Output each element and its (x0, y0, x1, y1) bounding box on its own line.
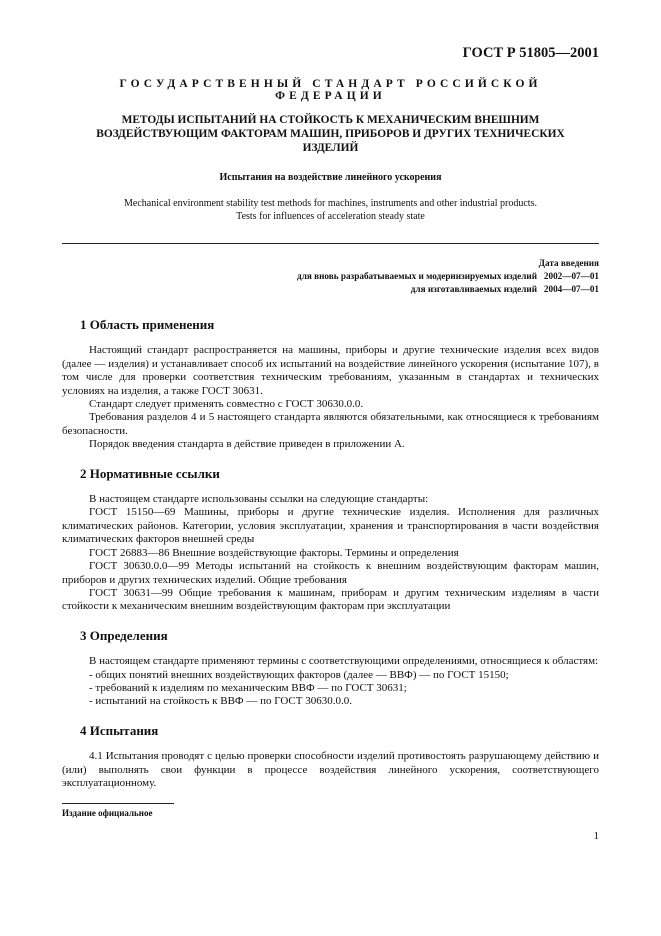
date-row-manufactured-products (297, 283, 599, 296)
date-row-value: 2004—07—01 (543, 284, 599, 294)
section-heading: 2 Нормативные ссылки (80, 465, 220, 481)
state-standard-line: ГОСУДАРСТВЕННЫЙ СТАНДАРТ РОССИЙСКОЙ ФЕДЕРАЦИИ (119, 78, 542, 102)
list-item: - требований к изделиям по механическим ВВФ — по ГОСТ 30631; (89, 681, 407, 694)
reference-item: ГОСТ 26883—86 Внешние воздействующие факторы. Термины и определения (89, 546, 459, 559)
date-row-value: 2002—07—01 (543, 271, 599, 281)
footer-divider (62, 803, 174, 804)
title-divider (62, 243, 599, 244)
section-heading: 1 Область применения (80, 317, 215, 332)
document-title: МЕТОДЫ ИСПЫТАНИЙ НА СТОЙКОСТЬ К МЕХАНИЧЕСКИМ ВНЕШНИМ ВОЗДЕЙСТВУЮЩИМ ФАКТОРАМ МАШИН, ПРИБОРОВ И ДРУГИХ ТЕХНИЧЕСКИХ ИЗДЕЛИЙ (96, 114, 565, 154)
reference-item: ГОСТ 30631—99 Общие требования к машинам, приборам и другим техническим изделиям в части стойкости к механическим внешним воздействующим факторам при эксплуатации (62, 586, 599, 613)
paragraph: Порядок введения стандарта в действие приведен в приложении А. (89, 438, 405, 451)
edition-label: Издание официальное (62, 808, 153, 818)
date-row-label: для изготавливаемых изделий (410, 284, 537, 294)
section-heading: 4 Испытания (80, 722, 159, 738)
english-title-line-1: Mechanical environment stability test methods for machines, instruments and other industrial products. (124, 198, 537, 209)
page-number: 1 (593, 830, 599, 842)
english-title (70, 197, 591, 223)
date-row-new-products (297, 270, 599, 283)
document-body (62, 318, 599, 805)
document-subtitle: Испытания на воздействие линейного ускорения (219, 172, 442, 183)
section-scope (62, 318, 599, 452)
list-item: - общих понятий внешних воздействующих факторов (далее — ВВФ) — по ГОСТ 15150; (89, 668, 509, 681)
reference-item: ГОСТ 30630.0.0—99 Методы испытаний на стойкость к внешним воздействующим факторам машин, приборов и других технических изделий. Общие требования (62, 560, 599, 586)
introduction-dates (297, 257, 599, 296)
dates-heading: Дата введения (538, 258, 599, 268)
english-title-line-2: Tests for influences of acceleration steady state (236, 211, 425, 222)
section-definitions (62, 629, 599, 709)
paragraph: В настоящем стандарте применяют термины с соответствующими определениями, относящиеся к областям: (89, 655, 599, 668)
standard-code: ГОСТ Р 51805—2001 (462, 45, 599, 61)
paragraph: Стандарт следует применять совместно с ГОСТ 30630.0.0. (89, 398, 364, 411)
paragraph: 4.1 Испытания проводят с целью проверки способности изделий противостоять разрушающему действию и (или) выполнять свои функции в процессе воздействия линейного ускорения, соответствующего эксплуатационному. (62, 750, 599, 789)
section-normative-references (62, 467, 599, 614)
paragraph: В настоящем стандарте использованы ссылки на следующие стандарты: (89, 493, 429, 506)
date-row-label: для вновь разрабатываемых и модернизируемых изделий (297, 271, 537, 281)
paragraph: Требования разделов 4 и 5 настоящего стандарта являются обязательными, как относящиеся к требованиям безопасности. (62, 411, 599, 437)
reference-item: ГОСТ 15150—69 Машины, приборы и другие технические изделия. Исполнения для различных климатических районов. Категории, условия эксплуатации, хранения и транспортирования в части воздействия климатических факторов внешней среды (62, 506, 599, 546)
list-item: - испытаний на стойкость к ВВФ — по ГОСТ 30630.0.0. (89, 695, 352, 708)
section-heading: 3 Определения (80, 627, 168, 643)
paragraph: Настоящий стандарт распространяется на машины, приборы и другие технические изделия всех видов (далее — изделия) и устанавливает способ их испытаний на воздействие линейного ускорения (испытание 107), в том числе для проверки соответствия техническим требованиям, указанным в стандартах и технических условиях на изделия, а также ГОСТ 30631. (62, 344, 599, 397)
section-tests (62, 724, 599, 791)
